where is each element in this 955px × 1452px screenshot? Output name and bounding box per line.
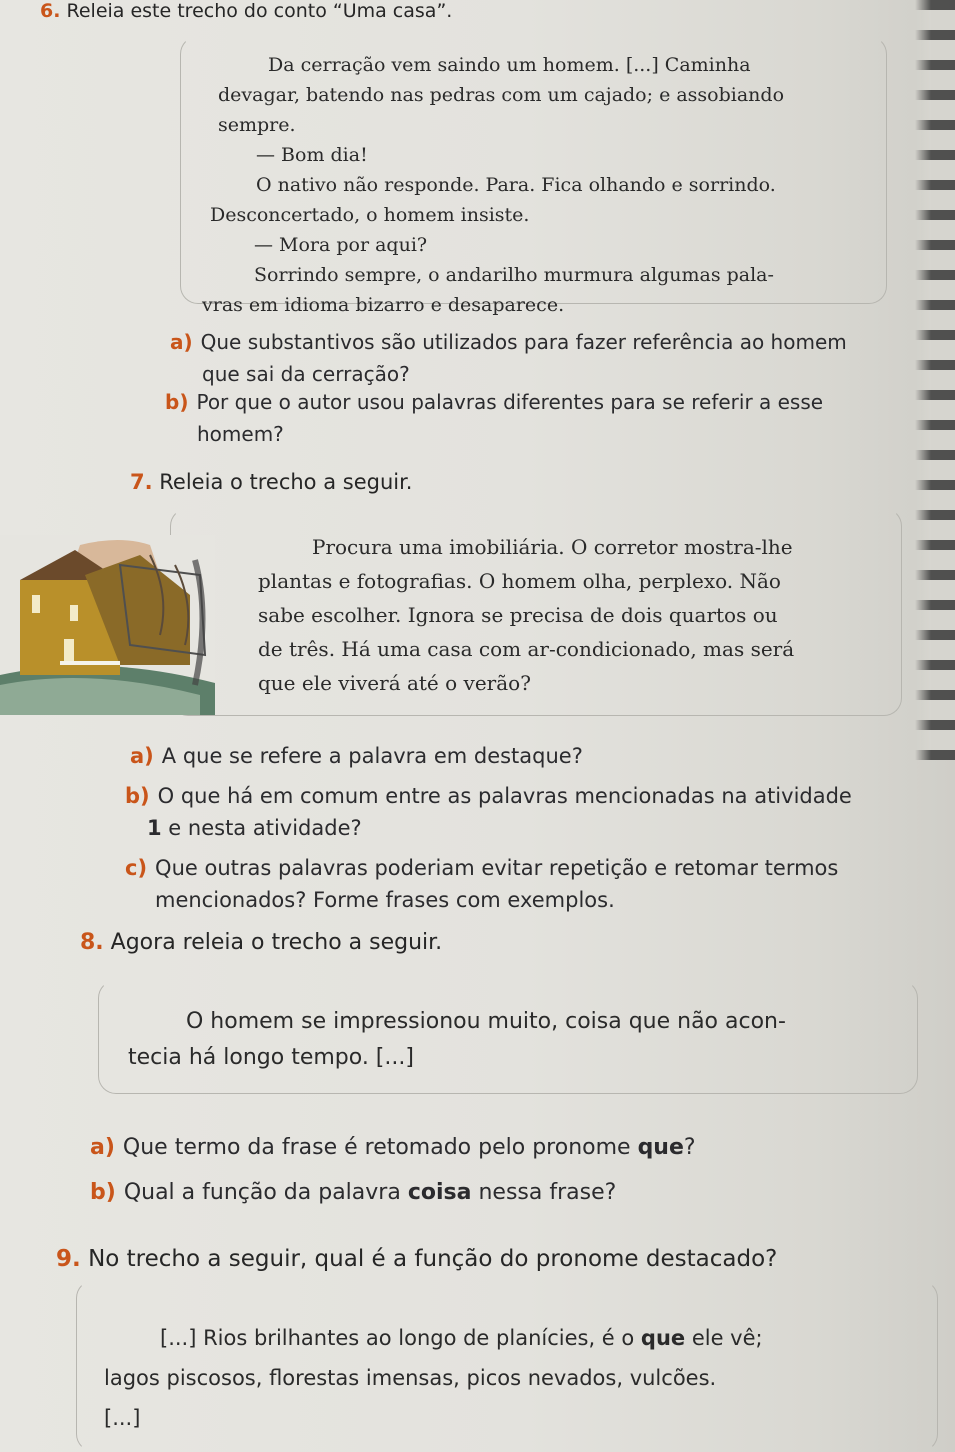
q9-line-3: [...] [104,1406,141,1430]
q8-a-text-post: ? [683,1135,696,1160]
q6-passage [202,50,868,320]
q8-a-letter: a) [90,1135,115,1160]
q7-b-letter: b) [125,784,150,808]
q7-number: 7. [130,470,153,494]
q6-line-7: — Mora por aqui? [254,234,428,256]
q7-item-b [125,780,852,844]
q8-b-letter: b) [90,1180,116,1205]
q7-line-2: plantas e fotografias. O homem olha, perplexo. Não [258,569,781,593]
q6-a-letter: a) [170,330,193,354]
q8-item-b [90,1177,616,1209]
q7-heading [130,470,412,494]
q9-heading-text: No trecho a seguir, qual é a função do pronome destacado? [88,1246,778,1272]
q6-b-letter: b) [165,390,189,414]
q6-line-6: Desconcertado, o homem insiste. [210,204,530,226]
q8-line-2: tecia há longo tempo. [...] [128,1045,414,1070]
q7-heading-text: Releia o trecho a seguir. [159,470,413,494]
q7-b-text-1: O que há em comum entre as palavras mencionadas na atividade [157,784,852,808]
q7-line-3: sabe escolher. Ignora se precisa de dois quartos ou [258,603,778,627]
q6-item-b [165,386,823,450]
q6-line-8: Sorrindo sempre, o andarilho murmura algumas pala- [254,264,774,286]
q8-heading [80,930,442,955]
q6-a-text-2: que sai da cerração? [202,362,410,386]
q8-b-bold: coisa [407,1180,472,1205]
q7-b-number: 1 [147,816,162,840]
q7-b-text-2: e nesta atividade? [161,816,362,840]
q8-a-text-pre: Que termo da frase é retomado pelo pronome [122,1135,638,1160]
q6-b-text-2: homem? [197,422,284,446]
house-illustration [0,535,215,715]
q7-item-a [130,740,583,772]
q7-c-text-1: Que outras palavras poderiam evitar repetição e retomar termos [155,856,839,880]
q6-line-9: vras em idioma bizarro e desaparece. [202,294,565,316]
q9-line-1-pre: [...] Rios brilhantes ao longo de planícies, é o [160,1326,641,1350]
q9-line-1-post: ele vê; [685,1326,763,1350]
q9-highlighted-pronoun: que [640,1326,686,1350]
q6-item-a [170,326,847,390]
q6-number: 6. [40,0,61,22]
q6-heading [40,0,452,22]
q6-line-4: — Bom dia! [256,144,368,166]
q8-a-bold: que [637,1135,684,1160]
q7-c-text-2: mencionados? Forme frases com exemplos. [155,888,615,912]
q6-b-text-1: Por que o autor usou palavras diferentes para se referir a esse [196,390,824,414]
q7-a-letter: a) [130,744,154,768]
q8-number: 8. [80,930,104,955]
q6-line-1: Da cerração vem saindo um homem. [...] Caminha [268,54,751,76]
q8-item-a [90,1132,696,1164]
q9-passage [104,1318,934,1438]
q8-line-1: O homem se impressionou muito, coisa que não acon- [186,1009,786,1034]
q7-c-letter: c) [125,856,148,880]
q8-passage [128,1004,918,1076]
q7-line-1: Procura uma imobiliária. O corretor mostra-lhe [312,535,793,559]
q7-line-5: que ele viverá até o verão? [258,671,531,695]
q8-b-text-pre: Qual a função da palavra [123,1180,408,1205]
q9-number: 9. [56,1246,81,1272]
q6-line-5: O nativo não responde. Para. Fica olhando e sorrindo. [256,174,776,196]
q6-a-text-1: Que substantivos são utilizados para fazer referência ao homem [200,330,847,354]
q7-passage [258,530,898,700]
q9-line-2: lagos piscosos, florestas imensas, picos nevados, vulcões. [104,1366,717,1390]
q6-line-2: devagar, batendo nas pedras com um cajado; e assobiando [218,84,785,106]
q7-a-text: A que se refere a palavra em destaque? [161,744,583,768]
q7-item-c [125,852,838,916]
q8-b-text-post: nessa frase? [471,1180,617,1205]
q7-line-4: de três. Há uma casa com ar-condicionado, mas será [258,637,795,661]
q8-heading-text: Agora releia o trecho a seguir. [110,930,443,955]
q6-line-3: sempre. [218,114,296,136]
q6-heading-text: Releia este trecho do conto “Uma casa”. [66,0,453,22]
spiral-binding [915,0,955,760]
q9-heading [56,1246,777,1272]
